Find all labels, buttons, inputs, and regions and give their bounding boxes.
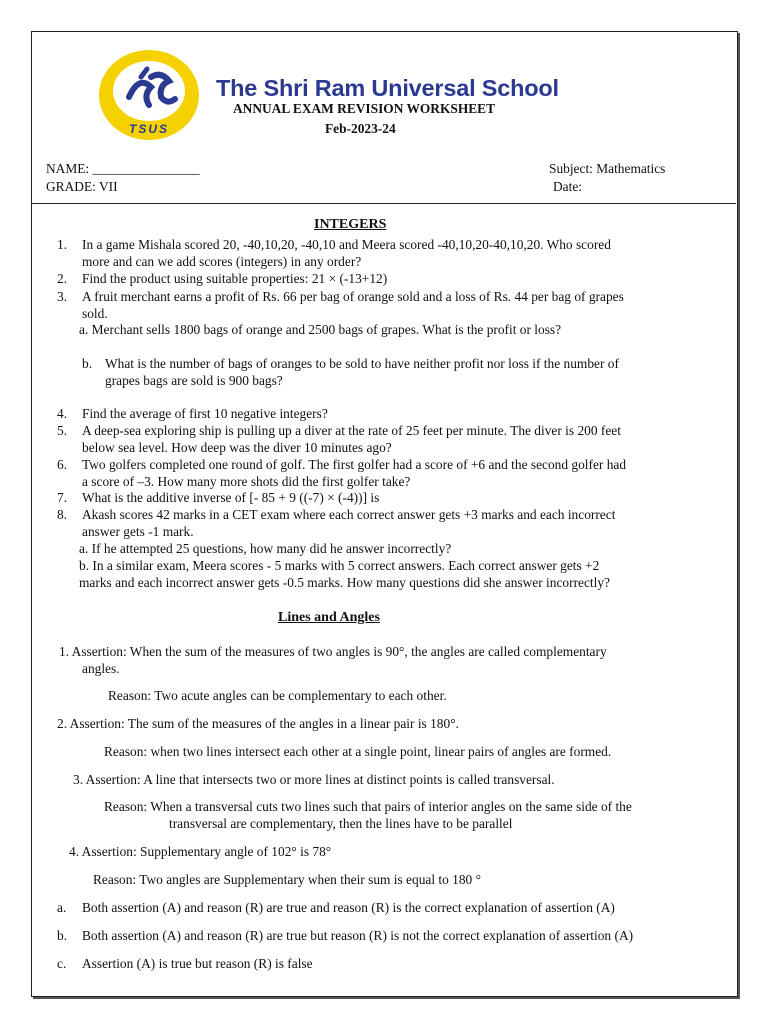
option-label: a. xyxy=(57,900,67,915)
reason-text: transversal are complementary, then the lines have to be parallel xyxy=(169,816,513,831)
option-text: Assertion (A) is true but reason (R) is false xyxy=(82,956,313,971)
question-text: a score of –3. How many more shots did the first golfer take? xyxy=(82,474,411,489)
question-text: Find the average of first 10 negative integers? xyxy=(82,406,328,421)
question-text: A fruit merchant earns a profit of Rs. 66 per bag of orange sold and a loss of Rs. 44 per bag of grapes xyxy=(82,289,624,304)
question-text: What is the additive inverse of [- 85 + 9 ((-7) × (-4))] is xyxy=(82,490,380,505)
section-title-lines-angles: Lines and Angles xyxy=(278,610,380,625)
svg-text:TSUS: TSUS xyxy=(128,122,170,136)
question-text: Find the product using suitable properties: 21 × (-13+12) xyxy=(82,271,388,286)
assertion-text: 3. Assertion: A line that intersects two or more lines at distinct points is called transversal. xyxy=(73,772,555,787)
reason-text: Reason: Two acute angles can be complementary to each other. xyxy=(108,688,447,703)
question-number: 3. xyxy=(57,289,68,304)
session-label: Feb-2023-24 xyxy=(325,121,396,136)
grade-label: GRADE: VII xyxy=(46,179,118,194)
question-number: 6. xyxy=(57,457,68,472)
question-number: 1. xyxy=(57,237,68,252)
question-text: a. If he attempted 25 questions, how many did he answer incorrectly? xyxy=(79,541,452,556)
worksheet-title: ANNUAL EXAM REVISION WORKSHEET xyxy=(233,101,496,116)
question-text: sold. xyxy=(82,306,108,321)
section-title-integers: INTEGERS xyxy=(314,217,387,232)
reason-text: Reason: Two angles are Supplementary when their sum is equal to 180 ° xyxy=(93,872,481,887)
question-text: In a game Mishala scored 20, -40,10,20, -40,10 and Meera scored -40,10,20-40,10,20. Who scored xyxy=(82,237,611,252)
assertion-text: 4. Assertion: Supplementary angle of 102° is 78° xyxy=(69,844,332,859)
reason-text: Reason: When a transversal cuts two lines such that pairs of interior angles on the same side of the xyxy=(104,799,632,814)
question-number: 4. xyxy=(57,406,68,421)
option-text: Both assertion (A) and reason (R) are true and reason (R) is the correct explanation of assertion (A) xyxy=(82,900,615,915)
question-number: 5. xyxy=(57,423,68,438)
question-number: 8. xyxy=(57,507,68,522)
header-divider xyxy=(32,203,736,204)
option-text: Both assertion (A) and reason (R) are true but reason (R) is not the correct explanation of assertion (A) xyxy=(82,928,634,943)
option-label: b. xyxy=(57,928,68,943)
question-text: Akash scores 42 marks in a CET exam where each correct answer gets +3 marks and each incorrect xyxy=(82,507,616,522)
question-text: Two golfers completed one round of golf. The first golfer had a score of +6 and the second golfer had xyxy=(82,457,627,472)
question-text: below sea level. How deep was the diver 10 minutes ago? xyxy=(82,440,392,455)
question-text: more and can we add scores (integers) in any order? xyxy=(82,254,362,269)
subject-label: Subject: Mathematics xyxy=(549,161,666,176)
question-text: answer gets -1 mark. xyxy=(82,524,194,539)
option-label: c. xyxy=(57,956,67,971)
question-number: 2. xyxy=(57,271,68,286)
reason-text: Reason: when two lines intersect each other at a single point, linear pairs of angles are formed. xyxy=(104,744,612,759)
question-text: b. In a similar exam, Meera scores - 5 marks with 5 correct answers. Each correct answer gets +2 xyxy=(79,558,600,573)
question-number: 7. xyxy=(57,490,68,505)
assertion-text: 1. Assertion: When the sum of the measures of two angles is 90°, the angles are called complementary xyxy=(59,644,607,659)
question-text: grapes bags are sold is 900 bags? xyxy=(105,373,283,388)
school-name: The Shri Ram Universal School xyxy=(216,75,559,101)
subquestion-label: b. xyxy=(82,356,93,371)
name-field: NAME: ________________ xyxy=(46,161,200,176)
question-text: a. Merchant sells 1800 bags of orange and 2500 bags of grapes. What is the profit or loss? xyxy=(79,322,562,337)
question-text: marks and each incorrect answer gets -0.5 marks. How many questions did she answer incorrectly? xyxy=(79,575,610,590)
question-text: What is the number of bags of oranges to be sold to have neither profit nor loss if the number of xyxy=(105,356,619,371)
question-text: A deep-sea exploring ship is pulling up a diver at the rate of 25 feet per minute. The diver is 200 feet xyxy=(82,423,621,438)
assertion-text: angles. xyxy=(82,661,120,676)
assertion-text: 2. Assertion: The sum of the measures of the angles in a linear pair is 180°. xyxy=(57,716,459,731)
school-logo xyxy=(95,47,203,143)
date-field: Date: xyxy=(553,179,582,194)
